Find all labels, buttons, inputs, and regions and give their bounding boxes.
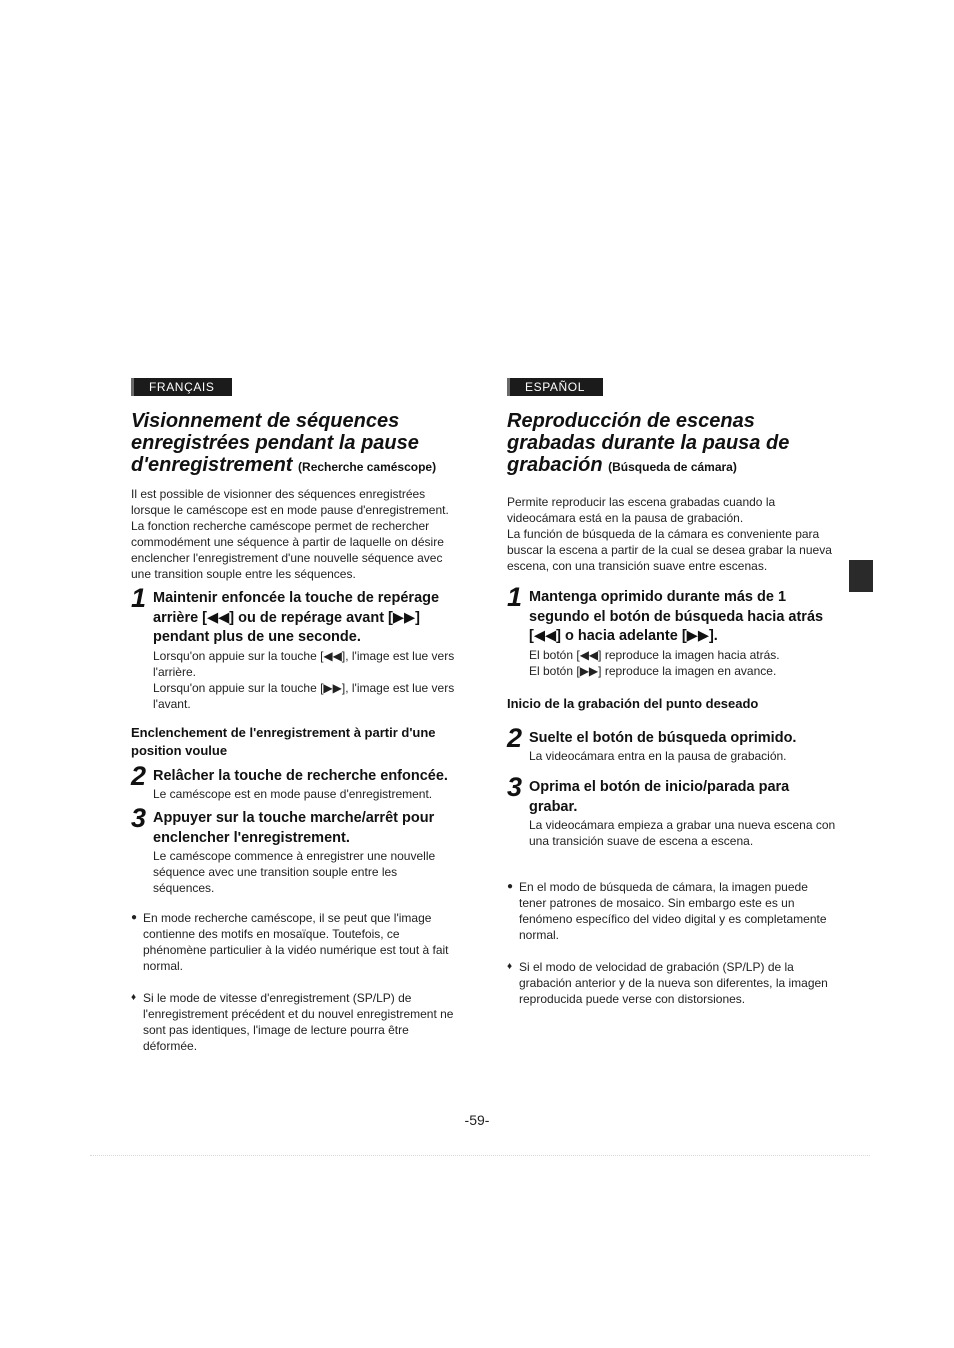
note-text: En el modo de búsqueda de cámara, la imagen puede tener patrones de mosaico. Sin embargo este es un fenómeno específico del video digital y es completamente normal.	[519, 880, 827, 942]
note-text: Si el modo de velocidad de grabación (SP/LP) de la grabación anterior y de la nueva son diferentes, la imagen reproducida puede verse con distorsiones.	[519, 960, 828, 1006]
step-1	[507, 582, 837, 679]
page-number: -59-	[464, 1112, 490, 1128]
title-text: Visionnement de séquences enregistrées pendant la pause d'enregistrement	[131, 410, 419, 476]
step-number: 2	[507, 722, 523, 753]
step-description: Le caméscope est en mode pause d'enregistrement.	[153, 787, 433, 801]
title-subtitle: (Recherche caméscope)	[298, 460, 437, 474]
step-heading: Relâcher la touche de recherche enfoncée.	[153, 767, 448, 784]
step-description: La videocámara empieza a grabar una nueva escena con una transición suave de escena a escena.	[529, 818, 836, 848]
bullet-icon: ●	[507, 881, 514, 892]
french-column	[131, 378, 461, 1054]
section-title	[507, 410, 837, 478]
step-3	[507, 772, 837, 849]
intro-paragraph: Permite reproducir las escena grabadas cuando la videocámara está en la pausa de grabación.	[507, 495, 776, 525]
subheading: Enclenchement de l'enregistrement à partir d'une position voulue	[131, 724, 436, 758]
section-title	[131, 410, 461, 478]
step-number: 3	[507, 772, 523, 802]
step-description: Le caméscope commence à enregistrer une nouvelle séquence avec une transition souple entre les séquences.	[153, 849, 436, 895]
step-description: Lorsqu'on appuie sur la touche [◀◀], l'image est lue vers l'arrière.	[153, 648, 455, 679]
step-description: El botón [▶▶] reproduce la imagen en avance.	[529, 663, 777, 678]
note-item	[131, 990, 461, 1054]
step-2	[131, 760, 461, 803]
step-heading: Mantenga oprimido durante más de 1 segundo el botón de búsqueda hacia atrás [◀◀] o hacia adelante [▶▶].	[529, 589, 824, 644]
diamond-icon: ♦	[131, 992, 137, 1003]
step-number: 1	[507, 582, 523, 612]
note-item	[131, 910, 461, 974]
step-description: Lorsqu'on appuie sur la touche [▶▶], l'image est lue vers l'avant.	[153, 680, 455, 711]
language-tab-spanish: ESPAÑOL	[507, 378, 603, 396]
step-number: 1	[131, 583, 147, 613]
step-heading: Appuyer sur la touche marche/arrêt pour enclencher l'enregistrement.	[153, 810, 435, 846]
bullet-icon: ●	[131, 912, 138, 923]
diamond-icon: ♦	[507, 961, 513, 972]
step-number: 3	[131, 803, 147, 833]
subheading: Inicio de la grabación del punto deseado	[507, 695, 759, 711]
spanish-column	[507, 378, 837, 1007]
note-item	[507, 879, 837, 943]
step-description: El botón [◀◀] reproduce la imagen hacia atrás.	[529, 647, 780, 662]
step-2	[507, 722, 837, 765]
note-text: Si le mode de vitesse d'enregistrement (SP/LP) de l'enregistrement précédent et du nouvel enregistrement ne sont pas identiques, l'image de lecture pourra être déformée.	[143, 991, 454, 1053]
intro-paragraph: La función de búsqueda de la cámara es conveniente para buscar la escena a partir de la cual se desea grabar la nueva escena, con una transición suave entre escenas.	[507, 527, 832, 573]
intro-paragraph: Il est possible de visionner des séquences enregistrées lorsque le caméscope est en mode pause d'enregistrement.	[131, 487, 449, 517]
step-description: La videocámara entra en la pausa de grabación.	[529, 749, 787, 763]
step-heading: Oprima el botón de inicio/parada para grabar.	[529, 779, 790, 815]
title-text: Reproducción de escenas grabadas durante la pausa de grabación	[507, 410, 790, 476]
step-3	[131, 803, 461, 896]
step-number: 2	[131, 760, 147, 791]
note-text: En mode recherche caméscope, il se peut que l'image contienne des motifs en mosaïque. Toutefois, ce phénomène particulier à la vidéo numérique est tout à fait normal.	[143, 911, 449, 973]
step-heading: Maintenir enfoncée la touche de repérage arrière [◀◀] ou de repérage avant [▶▶] pendant plus de une seconde.	[153, 590, 440, 645]
footer-divider	[90, 1155, 870, 1156]
intro-paragraph: La fonction recherche caméscope permet de rechercher commodément une séquence à partir de laquelle on désire enclencher l'enregistrement d'une nouvelle séquence avec une transition souple entre les séquences.	[131, 519, 444, 581]
step-1	[131, 583, 461, 712]
step-heading: Suelte el botón de búsqueda oprimido.	[529, 729, 797, 746]
chapter-edge-tab	[849, 560, 873, 592]
language-tab-french: FRANÇAIS	[131, 378, 232, 396]
note-item	[507, 959, 837, 1007]
title-subtitle: (Búsqueda de cámara)	[608, 460, 737, 474]
